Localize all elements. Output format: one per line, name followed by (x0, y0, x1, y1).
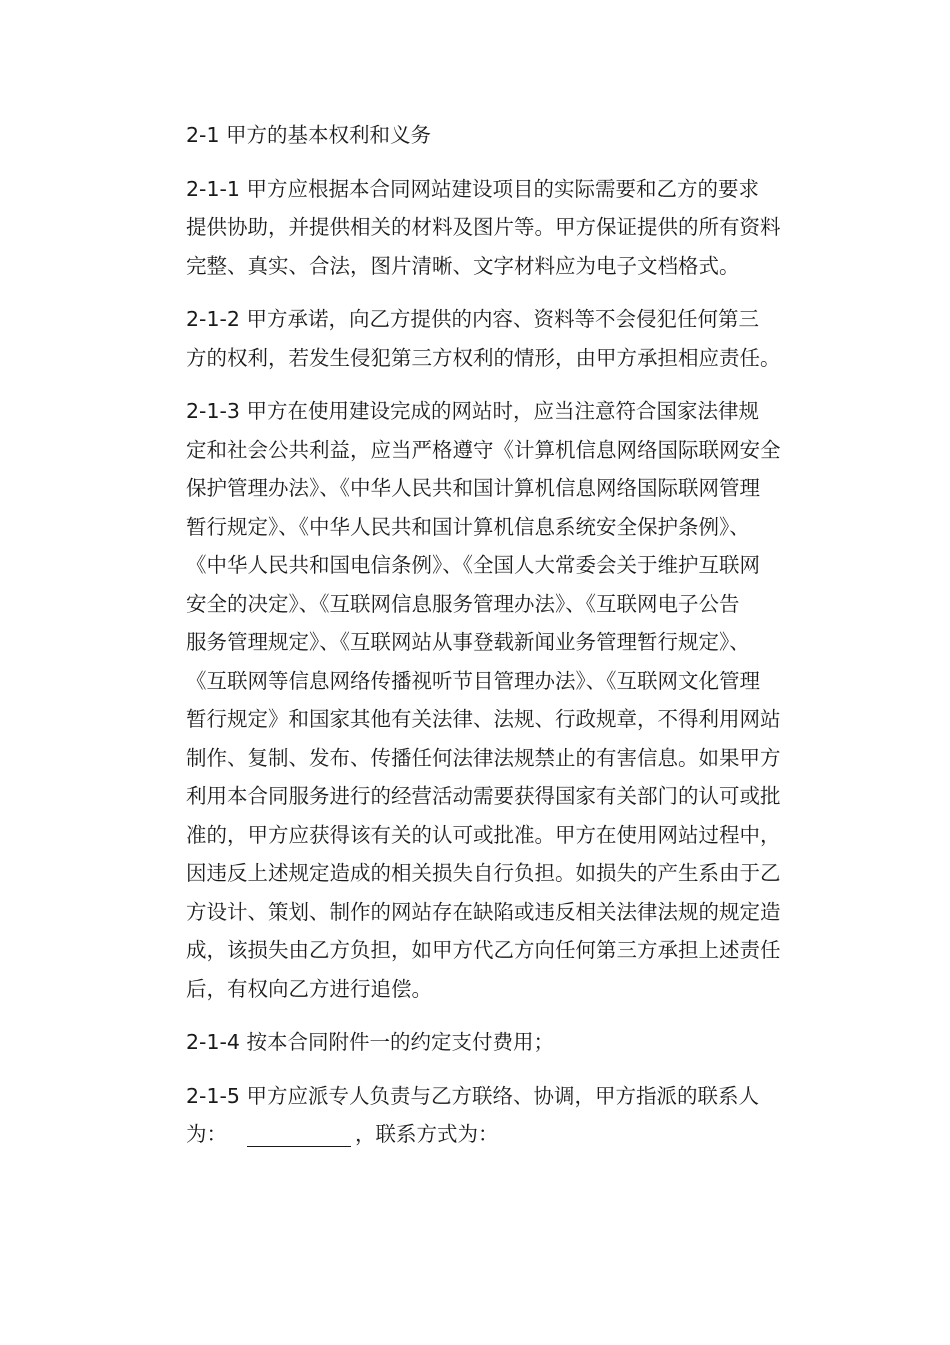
clause-2-1-5 (144, 1077, 774, 1154)
text-line: 2-1-5 甲方应派专人负责与乙方联络、协调，甲方指派的联系人 (186, 1083, 759, 1108)
contact-person-label: 为： (186, 1122, 227, 1146)
clause-2-1-3 (144, 392, 781, 1008)
text-line: 后，有权向乙方进行追偿。 (186, 976, 432, 1001)
text-line-with-blank (144, 1115, 774, 1154)
contract-body (144, 116, 781, 1154)
text-line: 2-1-1 甲方应根据本合同网站建设项目的实际需要和乙方的要求 (186, 176, 759, 201)
text-line: 制作、复制、发布、传播任何法律法规禁止的有害信息。如果甲方 (186, 745, 781, 770)
text-line: 成，该损失由乙方负担，如甲方代乙方向任何第三方承担上述责任 (186, 938, 781, 962)
contact-method-label: ，联系方式为： (355, 1122, 499, 1146)
text-line: 《互联网等信息网络传播视听节目管理办法》、《互联网文化管理 (186, 668, 760, 693)
clause-2-1-1 (144, 170, 781, 286)
text-line: 2-1-3 甲方在使用建设完成的网站时，应当注意符合国家法律规 (186, 399, 759, 423)
text-line: 提供协助，并提供相关的材料及图片等。甲方保证提供的所有资料 (186, 215, 781, 239)
text-line: 2-1 甲方的基本权利和义务 (186, 123, 431, 147)
text-line: 暂行规定》、《中华人民共和国计算机信息系统安全保护条例》、 (186, 514, 750, 539)
section-2-1-heading (144, 116, 774, 155)
text-line: 服务管理规定》、《互联网站从事登载新闻业务管理暂行规定》、 (186, 630, 750, 654)
text-line: 安全的决定》、《互联网信息服务管理办法》、《互联网电子公告 (186, 591, 740, 616)
clause-2-1-4 (144, 1023, 774, 1062)
contact-person-blank[interactable] (247, 1122, 351, 1147)
text-line: 2-1-2 甲方承诺，向乙方提供的内容、资料等不会侵犯任何第三 (186, 307, 759, 331)
text-line: 保护管理办法》、《中华人民共和国计算机信息网络国际联网管理 (186, 476, 760, 500)
text-line: 《中华人民共和国电信条例》、《全国人大常委会关于维护互联网 (186, 553, 760, 577)
text-line: 完整、真实、合法，图片清晰、文字材料应为电子文档格式。 (186, 253, 740, 278)
text-line: 利用本合同服务进行的经营活动需要获得国家有关部门的认可或批 (186, 784, 781, 808)
text-line: 定和社会公共利益，应当严格遵守《计算机信息网络国际联网安全 (186, 437, 781, 462)
text-line: 暂行规定》和国家其他有关法律、法规、行政规章，不得利用网站 (186, 707, 781, 731)
clause-2-1-2 (144, 300, 781, 377)
text-line: 2-1-4 按本合同附件一的约定支付费用； (186, 1030, 554, 1054)
text-line: 因违反上述规定造成的相关损失自行负担。如损失的产生系由于乙 (186, 861, 781, 885)
text-line: 方设计、策划、制作的网站存在缺陷或违反相关法律法规的规定造 (186, 899, 781, 924)
text-line: 准的，甲方应获得该有关的认可或批准。甲方在使用网站过程中， (186, 822, 781, 847)
text-line: 方的权利，若发生侵犯第三方权利的情形，由甲方承担相应责任。 (186, 345, 781, 370)
